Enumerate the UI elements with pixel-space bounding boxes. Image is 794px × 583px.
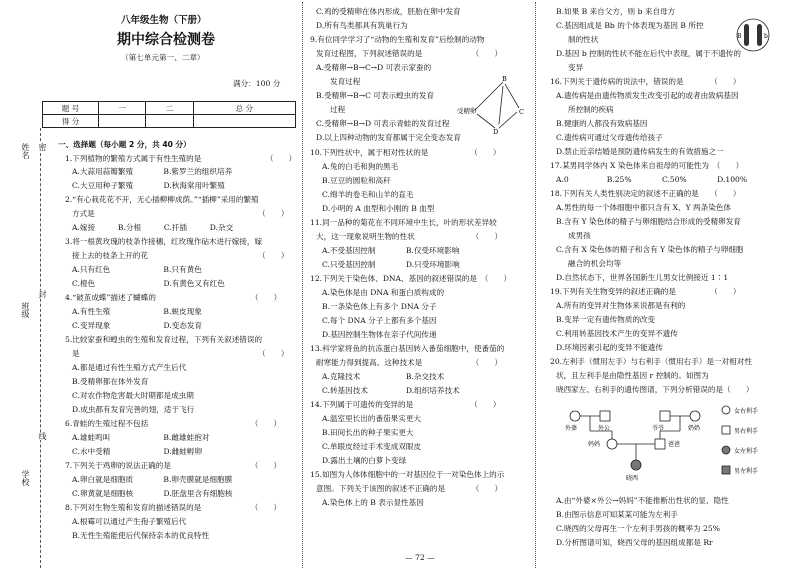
paper-title-top: 八年级生物（下册） [121,15,207,26]
legend-male-right [722,426,730,434]
question-line: 意图。下列关于该图的叙述不正确的是 （ ） [316,484,503,493]
option-line: A.遗传病是由遗传物质发生改变引起的或者由致病基因 [556,91,739,100]
question-line: 17.某男同学体内 X 染色体来自祖母的可能性为 （ ） [550,161,744,170]
chromosome [757,24,762,46]
name-label: 姓名 [21,143,30,159]
pedigree-female-normal [570,411,580,421]
pedigree-label: 爸爸 [668,441,681,448]
option-line: B.豆豆的圆粒和高秆 [322,176,391,185]
option-line: C.变异现象 D.变态发育 [72,321,203,330]
cycle-arrow [477,114,495,128]
binding-line [40,128,41,568]
question-line: 1.下列植物的繁殖方式属于有性生殖的是 （ ） [65,154,297,163]
score-cell[interactable] [146,115,193,128]
question-line: 耐寒能力得到提高。这种技术是 （ ） [316,358,503,367]
option-line: C.鸡的受精卵在体内形成，胚胎在卵中发育 [316,7,461,16]
pedigree-female-affected [631,460,641,470]
score-cell: 二 [146,102,193,115]
gene-label-b-lower: b [764,33,768,40]
option-line: 所控制的疾病 [568,105,614,114]
option-line: A.男性的每一个体细胞中都只含有 X、Y 两条染色体 [556,203,732,212]
option-line: 变异 [568,63,584,72]
option-line: C.受精卵→B→D 可表示青蛙的发育过程 [316,119,450,128]
question-line: 晓西家左、右利手的遗传图谱，下列分析错误的是（ ） [556,385,754,394]
pedigree-male-normal [600,411,610,421]
cycle-arrow [505,84,519,108]
pedigree-label: 奶奶 [688,425,701,432]
question-line: 14.下列属于可遗传的变异的是 （ ） [310,400,501,409]
question-line: 5.比较家蚕和蝗虫的生殖和发育过程，下列有关叙述错误的 [65,335,263,344]
option-line: C.遗传病可通过父母遗传给孩子 [556,133,663,142]
development-cycle-diagram [455,74,525,134]
option-line: C.转基因技术 D.组织培养技术 [322,386,460,395]
score-cell: 一 [99,102,146,115]
question-line: 发育过程图，下列叙述错误的是 （ ） [316,49,503,58]
question-line: 2.“有心栽花花不开，无心插柳柳成荫。”“插柳”采用的繁殖 [65,195,259,204]
question-line: 方式是 （ ） [72,209,289,218]
question-line: 是 （ ） [72,349,289,358]
pedigree-label: 外公 [598,425,611,432]
option-line: A.克隆技术 B.杂交技术 [322,372,445,381]
question-line: 11.同一品种的菊花在不同环境中生长，叶的形状差异较 [310,218,497,227]
question-line: 8.下列对生物生殖和发育的描述错误的是 （ ） [65,503,282,512]
option-line: B.变异一定有遗传物质的改变 [556,315,656,324]
question-line: 3.将一根黄玫瑰的枝条作接穗，红玫瑰作砧木进行嫁接，嫁 [65,237,263,246]
school-label: 学校 [21,470,30,486]
option-line: A.由“外婆×外公→妈妈”不能推断出性状的显、隐性 [556,496,729,505]
cycle-arrow [499,112,517,128]
option-line: D.小明的 A 血型和小刚的 B 血型 [322,204,435,213]
option-line: A.染色体上的 B 表示显性基因 [322,498,424,507]
question-line: 状，且左利手是由隐性基因 r 控制的。如图为 [556,371,709,380]
pedigree-chart [548,398,784,486]
score-cell[interactable] [99,115,146,128]
option-line: C.绵羊的卷毛和山羊的直毛 [322,190,414,199]
option-line: A.受精卵→B→C→D 可表示家蚕的 [316,63,432,72]
chromosome [744,24,749,46]
page-number: — 72 — [405,553,435,562]
option-line: B.由图示信息可知某某可能为左利手 [556,510,678,519]
option-line: B.受精卵都在体外发育 [72,377,149,386]
question-line: 10.下列性状中，属于相对性状的是 （ ） [310,148,501,157]
option-line: 融合的机会均等 [568,259,622,268]
class-label: 班级 [21,302,30,318]
question-line: 7.下列关于鸡卵的说法正确的是 （ ） [65,461,282,470]
option-line: A.雄蛙鸣叫 B.雌雄蛙抱对 [72,433,210,442]
cycle-node-b: B [502,75,507,83]
option-line: A.嫁接 B.分根 C.扦插 D.杂交 [72,223,234,232]
score-cell[interactable] [193,115,295,128]
question-line: 4.“破茧成蝶”描述了蝴蝶的 （ ） [65,293,282,302]
option-line: A.大蒜用蒜瓣繁殖 B.紫罗兰的组织培养 [72,167,233,176]
option-line: D.所有鸟类都具有筑巢行为 [316,21,408,30]
option-line: C.晓西的父母再生一个左利手男孩的概率为 25% [556,524,720,533]
option-line: B.田间长出的种子果实更大 [322,428,414,437]
option-line: A.有性生殖 B.蜕皮现象 [72,307,202,316]
legend-label: 女右利手 [734,408,759,415]
option-line: D.自然状态下，世界各国新生儿男女比例接近 1∶1 [556,273,729,282]
option-line: A.染色体是由 DNA 和蛋白质构成的 [322,288,445,297]
option-line: 过程 [330,105,346,114]
option-line: B.健康的人都没有致病基因 [556,119,648,128]
cycle-node-egg: 受精卵 [457,107,477,115]
option-line: A.根霉可以通过产生孢子繁殖后代 [72,517,187,526]
paper-scope: （第七单元第一、二章） [121,53,205,62]
question-line: 16.下列关于遗传病的说法中，错误的是 （ ） [550,77,741,86]
option-line: D.露出土壤的白萝卜变绿 [322,456,407,465]
legend-label: 男左利手 [734,468,759,475]
pedigree-female-normal [607,439,617,449]
option-line: B.受精卵→B→C 可表示蝗虫的发育 [316,91,435,100]
question-line: 接上去的枝条上开的花 （ ） [72,251,289,260]
option-line: B.含有 Y 染色体的精子与卵细胞结合形成的受精卵发育 [556,217,741,226]
option-line: C.橙色 D.有黄色又有红色 [72,279,225,288]
legend-label: 男右利手 [734,428,759,435]
pedigree-female-normal [690,411,700,421]
question-line: 18.下列有关人类性别决定的叙述不正确的是 （ ） [550,189,741,198]
option-line: A.不受基因控制 B.仅受环境影响 [322,246,460,255]
option-line: B.如果 B 来自父方，则 b 来自母方 [556,7,676,16]
pedigree-label: 外婆 [565,425,578,432]
option-line: C.含有 X 染色体的精子和含有 Y 染色体的精子与卵细胞 [556,245,744,254]
option-line: C.单眼皮经过手术变成双眼皮 [322,442,422,451]
pedigree-male-normal [655,439,665,449]
seal-mark: 密 [38,143,47,151]
seal-mark: 封 [38,290,47,298]
option-line: 成男孩 [568,231,591,240]
score-cell: 得 分 [43,115,99,128]
option-line: D.环境因素引起的变异不能遗传 [556,343,663,352]
option-line: D.以上四种动物的发育都属于完全变态发育 [316,133,461,142]
option-line: C.基因组成是 Bb 的个体表现为基因 B 所控 [556,21,704,30]
score-table [42,101,296,128]
option-line: A.温室里长出的番茄果实更大 [322,414,422,423]
option-line: C.卵黄就是细胞核 D.胚盘里含有细胞核 [72,489,233,498]
option-line: C.对农作物危害最大时期都是成虫期 [72,391,194,400]
legend-female-left [722,446,730,454]
option-line: D.基因 b 控制的性状不能在后代中表现，属于不遗传的 [556,49,741,58]
seal-mark: 线 [38,432,47,440]
question-line: 19.下列有关生物变异的叙述正确的是 （ ） [550,287,741,296]
paper-title: 期中综合检测卷 [117,32,215,48]
option-line: C.水中受精 D.雌蛙孵卵 [72,447,203,456]
option-line: A.都是通过有性生殖方式产生后代 [72,363,187,372]
option-line: 发育过程 [330,77,361,86]
legend-label: 女左利手 [734,448,759,455]
score-cell: 总 分 [193,102,295,115]
option-line: C.大豆用种子繁殖 D.秋海棠用叶繁殖 [72,181,225,190]
pedigree-label: 晓西 [626,475,639,482]
option-line: C.利用转基因技术产生的变异不遗传 [556,329,678,338]
legend-female-right [722,406,730,414]
option-line: A.兔的白毛和狗的黑毛 [322,162,399,171]
score-cell: 题 号 [43,102,99,115]
chromosome-pair-diagram [728,17,778,53]
option-line: A.只有红色 B.只有黄色 [72,265,202,274]
question-line: 15.如图为人体体细胞中的一对基因位于一对染色体上的示 [310,470,505,479]
question-line: 13.科学家将鱼的抗冻蛋白基因转入番茄细胞中，使番茄的 [310,344,505,353]
option-line: 制的性状 [568,35,599,44]
question-line: 6.青蛙的生殖过程不包括 （ ） [65,419,282,428]
option-line: A.所有的变异对生物体来说都是有利的 [556,301,686,310]
column-divider [535,2,536,568]
cycle-node-d: D [493,128,499,134]
option-line: A.0 B.25% C.50% D.100% [556,175,748,184]
question-line: 大，这一现象说明生物的性状 （ ） [316,232,503,241]
cycle-arrow [499,86,503,124]
legend-male-left [722,466,730,474]
question-line: 12.下列关于染色体、DNA、基因的叙述错误的是 （ ） [310,274,512,283]
option-line: B.一条染色体上有多个 DNA 分子 [322,302,437,311]
question-line: 9.有位同学学习了“动物的生殖和发育”后绘制的动物 [310,35,485,44]
gene-label-b-upper: B [737,33,742,40]
question-line: 20.左利手（惯用左手）与右利手（惯用右手）是一对相对性 [550,357,752,366]
column-divider [302,2,303,568]
cycle-node-c: C [519,108,524,116]
option-line: C.只受基因控制 D.只受环境影响 [322,260,460,269]
option-line: D.禁止近亲结婚是预防遗传病发生的有效措施之一 [556,147,724,156]
option-line: A.卵白就是细胞质 B.卵壳膜就是细胞膜 [72,475,233,484]
pedigree-male-normal [660,411,670,421]
option-line: C.每个 DNA 分子上都有多个基因 [322,316,437,325]
cycle-arrow [475,82,503,110]
pedigree-label: 爷爷 [652,425,665,432]
option-line: B.无性生殖能使后代保持亲本的优良特性 [72,531,210,540]
option-line: D.基因控制生物体在亲子代间传递 [322,330,437,339]
full-score: 满分：100 分 [233,79,281,88]
option-line: D.成虫都有发育完善的翅，适于飞行 [72,405,195,414]
option-line: D.分析图谱可知，晓西父母的基因组成都是 Rr [556,538,713,547]
section-heading: 一、选择题（每小题 2 分，共 40 分） [58,140,191,149]
pedigree-label: 妈妈 [588,441,601,448]
